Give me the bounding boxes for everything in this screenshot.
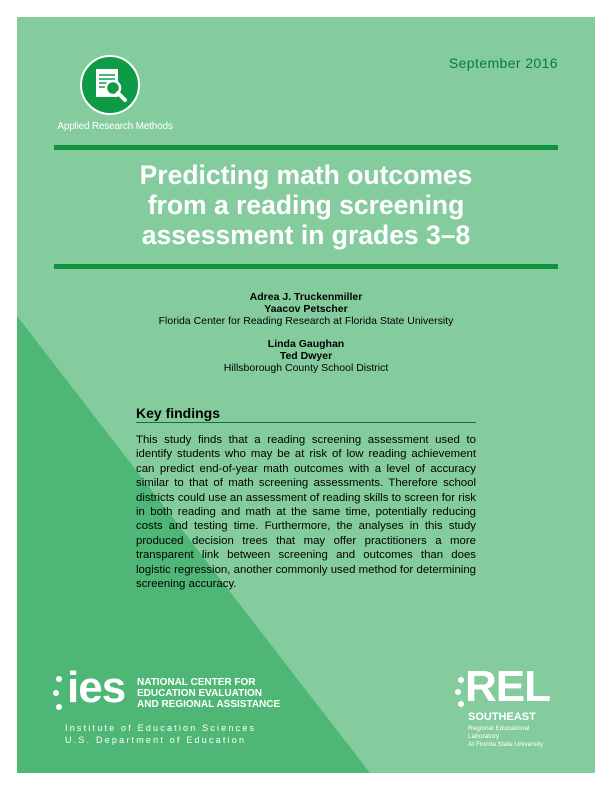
ies-center-line: AND REGIONAL ASSISTANCE — [137, 699, 281, 710]
series-label: Applied Research Methods — [57, 121, 173, 132]
magnifier-document-icon — [82, 57, 138, 113]
rel-logo — [455, 662, 555, 765]
author-name: Yaacov Petscher — [264, 303, 348, 315]
key-findings-heading: Key findings — [136, 405, 221, 421]
author-affiliation: Florida Center for Reading Research at Florida State University — [158, 315, 454, 327]
title-line: Predicting math outcomes — [139, 160, 473, 190]
key-findings-body: This study finds that a reading screening assessment used to identify students who may be at risk of low reading achievement can predict end-of-year math outcomes with a level of accuracy similar to that of math screening assessments. Therefore school districts could use an assessment of reading skills to screen for risk in both reading and math at the same time, potentially reducing costs and testing time. Furthermore, the analyses in this study produced decision trees that may offer practitioners a more transparent link between screening and outcomes than does logistic regression, another commonly used method for determining screening accuracy. — [136, 434, 476, 591]
ies-wordmark: ies — [67, 663, 126, 712]
rel-wordmark: REL — [465, 662, 550, 711]
rel-subtitle-line: At Florida State University — [468, 741, 544, 748]
title-line: from a reading screening — [147, 190, 465, 220]
series-badge — [80, 55, 140, 115]
key-findings-rule — [136, 422, 476, 423]
author-group — [54, 338, 558, 374]
rel-subtitle — [468, 725, 558, 749]
author-name: Ted Dwyer — [279, 350, 333, 362]
rel-region: SOUTHEAST — [468, 711, 536, 723]
ies-center-name — [137, 677, 297, 710]
report-cover — [17, 17, 595, 773]
ies-center-line: EDUCATION EVALUATION — [137, 688, 262, 699]
title-line: assessment in grades 3–8 — [141, 220, 471, 250]
ies-department-line: U.S. Department of Education — [65, 735, 247, 745]
report-title — [54, 160, 558, 250]
author-group — [54, 291, 558, 327]
ies-logo — [53, 662, 293, 752]
ies-institute — [65, 722, 305, 746]
publication-date: September 2016 — [448, 55, 558, 71]
author-affiliation: Hillsborough County School District — [223, 362, 389, 374]
ies-institute-line: Institute of Education Sciences — [65, 723, 257, 733]
author-name: Linda Gaughan — [267, 338, 345, 350]
title-top-rule — [54, 145, 558, 150]
title-bottom-rule — [54, 264, 558, 269]
author-name: Adrea J. Truckenmiller — [249, 291, 363, 303]
ies-center-line: NATIONAL CENTER FOR — [137, 677, 256, 688]
ies-dots-graphic — [53, 670, 65, 718]
rel-subtitle-line: Regional Educational Laboratory — [468, 725, 530, 740]
